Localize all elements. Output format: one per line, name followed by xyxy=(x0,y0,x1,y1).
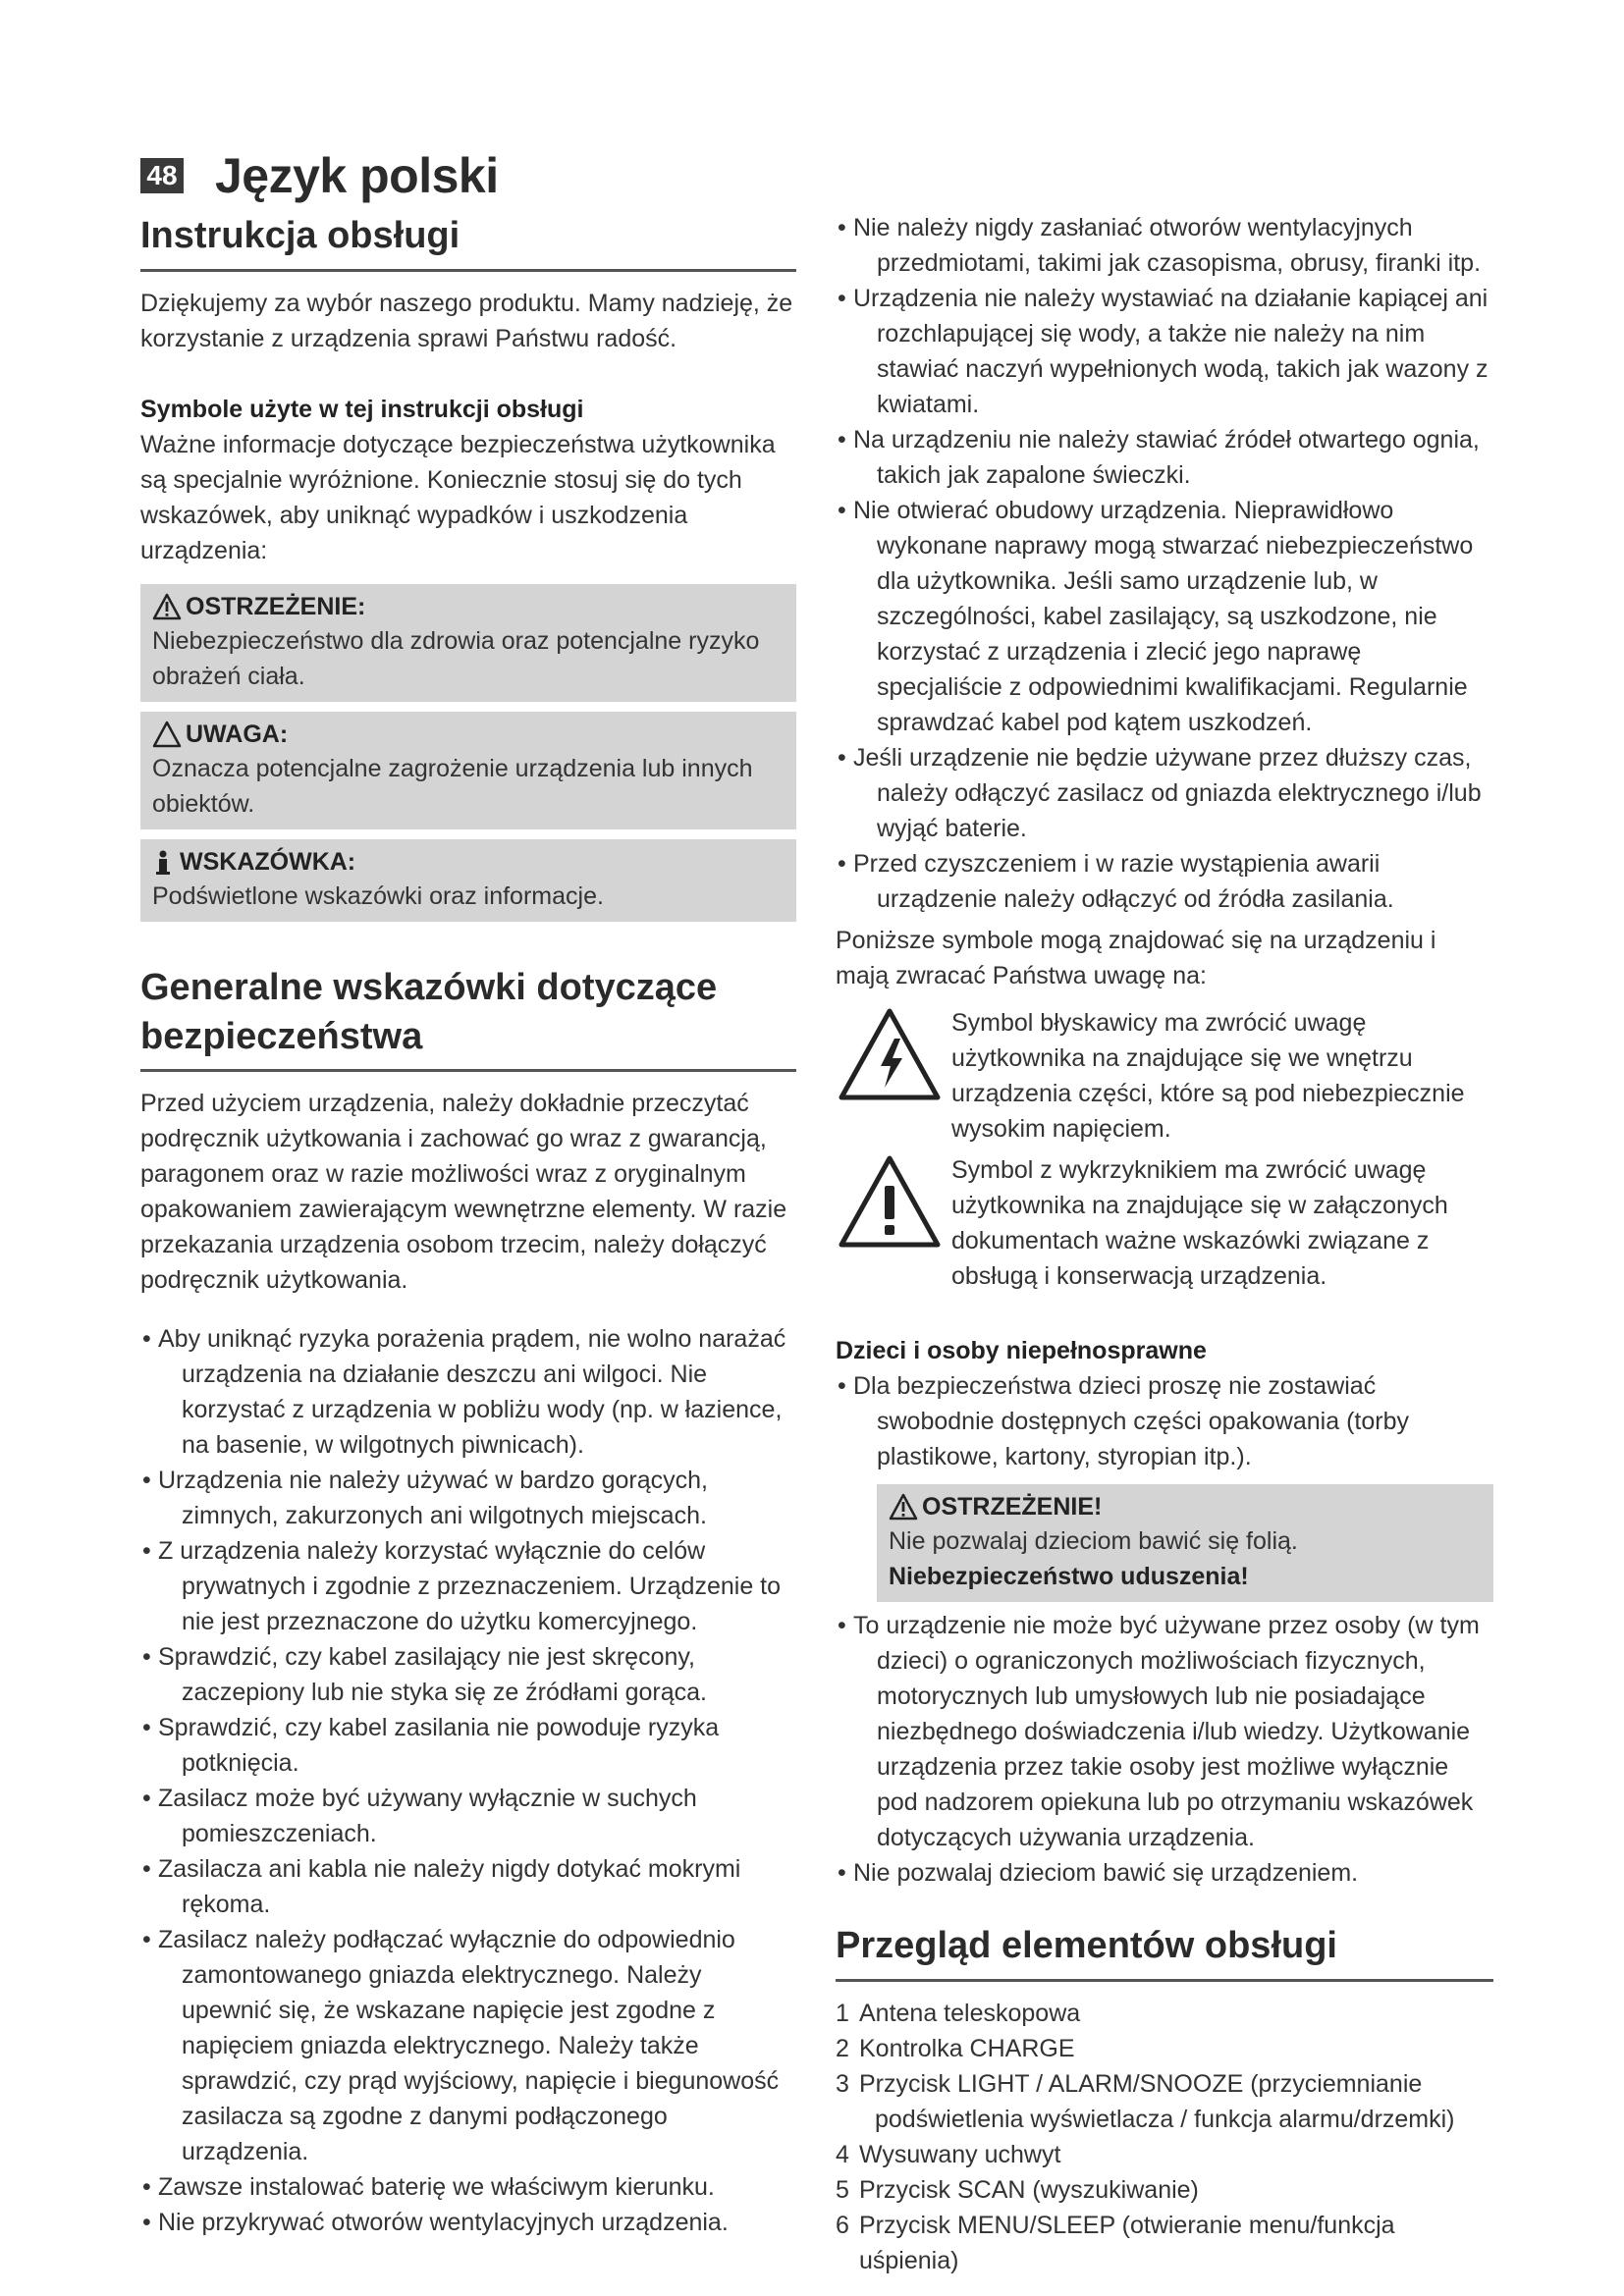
list-item: • Zasilacza ani kabla nie należy nigdy dotykać mokrymi rękoma. xyxy=(140,1851,796,1922)
exclamation-symbol-row xyxy=(836,1152,1493,1294)
list-item: 1 Antena teleskopowa xyxy=(836,2000,1081,2027)
list-item: • Nie pozwalaj dzieciom bawić się urządzeniem. xyxy=(836,1855,1493,1891)
exclamation-warning-icon xyxy=(836,1152,944,1251)
safety-heading: Generalne wskazówki dotyczące bezpieczeństwa xyxy=(140,963,796,1072)
warning-box xyxy=(140,584,796,702)
note-box xyxy=(140,839,796,922)
symbols-heading: Symbole użyte w tej instrukcji obsługi xyxy=(140,396,584,423)
caution-box xyxy=(140,712,796,829)
page-header xyxy=(140,147,499,204)
list-item: 3 Przycisk LIGHT / ALARM/SNOOZE (przyciemnianie podświetlenia wyświetlacza / funkcja alarmu/drzemki) xyxy=(836,2070,1455,2133)
controls-heading: Przegląd elementów obsługi xyxy=(836,1920,1493,1982)
list-item: • Nie należy nigdy zasłaniać otworów wentylacyjnych przedmiotami, takimi jak czasopisma, obrusy, firanki itp. xyxy=(836,210,1493,281)
warning-title: OSTRZEŻENIE: xyxy=(186,593,366,620)
controls-list xyxy=(836,1996,1493,2278)
exclamation-symbol-text: Symbol z wykrzyknikiem ma zwrócić uwagę użytkownika na znajdujące się w załączonych dokumentach ważne wskazówki związane z obsługą i konserwacją urządzenia. xyxy=(951,1156,1448,1290)
list-item: 5 Przycisk SCAN (wyszukiwanie) xyxy=(836,2176,1199,2204)
info-icon xyxy=(152,848,174,876)
list-item: • Sprawdzić, czy kabel zasilający nie jest skręcony, zaczepiony lub nie styka się ze źródłami gorąca. xyxy=(140,1639,796,1710)
children-warning-text: Nie pozwalaj dzieciom bawić się folią. xyxy=(889,1527,1298,1555)
symbols-text: Ważne informacje dotyczące bezpieczeństwa użytkownika są specjalnie wyróżnione. Koniecznie stosuj się do tych wskazówek, aby uniknąć wypadków i uszkodzenia urządzenia: xyxy=(140,431,776,564)
page-number: 48 xyxy=(140,158,184,193)
list-item: • Przed czyszczeniem i w razie wystąpienia awarii urządzenie należy odłączyć od źródła zasilania. xyxy=(836,846,1493,917)
left-column xyxy=(140,210,796,2240)
list-item: • Urządzenia nie należy używać w bardzo gorących, zimnych, zakurzonych ani wilgotnych miejscach. xyxy=(140,1463,796,1533)
list-item: • Nie przykrywać otworów wentylacyjnych urządzenia. xyxy=(140,2205,796,2240)
list-item: • Jeśli urządzenie nie będzie używane przez dłuższy czas, należy odłączyć zasilacz od gniazda elektrycznego i/lub wyjąć baterie. xyxy=(836,740,1493,846)
intro-heading: Instrukcja obsługi xyxy=(140,210,796,272)
lightning-symbol-text: Symbol błyskawicy ma zwrócić uwagę użytkownika na znajdujące się we wnętrzu urządzenia części, które są pod niebezpiecznie wysokim napięciem. xyxy=(951,1009,1465,1143)
lightning-warning-icon xyxy=(836,1005,944,1103)
warning-text: Niebezpieczeństwo dla zdrowia oraz potencjalne ryzyko obrażeń ciała. xyxy=(152,627,760,690)
caution-text: Oznacza potencjalne zagrożenie urządzenia lub innych obiektów. xyxy=(152,755,753,818)
children-warning-bold: Niebezpieczeństwo uduszenia! xyxy=(889,1563,1249,1590)
note-text: Podświetlone wskazówki oraz informacje. xyxy=(152,882,604,910)
safety-list-right xyxy=(836,210,1493,917)
language-title: Język polski xyxy=(215,148,499,203)
thanks-text: Dziękujemy za wybór naszego produktu. Mamy nadzieję, że korzystanie z urządzenia sprawi Państwu radość. xyxy=(140,290,793,352)
safety-list-left xyxy=(140,1321,796,2240)
list-item: 2 Kontrolka CHARGE xyxy=(836,2035,1075,2062)
symbols-intro: Poniższe symbole mogą znajdować się na urządzeniu i mają zwracać Państwa uwagę na: xyxy=(836,927,1436,989)
children-heading: Dzieci i osoby niepełnosprawne xyxy=(836,1337,1207,1364)
note-title: WSKAZÓWKA: xyxy=(180,848,356,876)
right-column xyxy=(836,210,1493,2278)
list-item: • Na urządzeniu nie należy stawiać źródeł otwartego ognia, takich jak zapalone świeczki. xyxy=(836,422,1493,493)
list-item: • Nie otwierać obudowy urządzenia. Nieprawidłowo wykonane naprawy mogą stwarzać niebezpieczeństwo dla użytkownika. Jeśli samo urządzenie lub, w szczególności, kabel zasilający, są uszkodzone, nie korzystać z urządzenia i zlecić jego naprawę specjaliście z odpowiednimi kwalifikacjami. Regularnie sprawdzać kabel pod kątem uszkodzeń. xyxy=(836,493,1493,740)
children-warning-title: OSTRZEŻENIE! xyxy=(922,1493,1103,1521)
list-item: • To urządzenie nie może być używane przez osoby (w tym dzieci) o ograniczonych możliwościach fizycznych, motorycznych lub umysłowych lub nie posiadające niezbędnego doświadczenia i/lub wiedzy. Użytkowanie urządzenia przez takie osoby jest możliwe wyłącznie pod nadzorem opiekuna lub po otrzymaniu wskazówek dotyczących używania urządzenia. xyxy=(836,1608,1493,1855)
list-item: • Zasilacz należy podłączać wyłącznie do odpowiednio zamontowanego gniazda elektrycznego. Należy upewnić się, że wskazane napięcie jest zgodne z napięciem gniazda elektrycznego. Należy także sprawdzić, czy prąd wyjściowy, napięcie i biegunowość zasilacza są zgodne z danymi podłączonego urządzenia. xyxy=(140,1922,796,2169)
children-list-2 xyxy=(836,1608,1493,1891)
list-item: • Dla bezpieczeństwa dzieci proszę nie zostawiać swobodnie dostępnych części opakowania (torby plastikowe, kartony, styropian itp.). xyxy=(836,1368,1493,1474)
list-item: 6 Przycisk MENU/SLEEP (otwieranie menu/funkcja uśpienia) xyxy=(836,2212,1395,2274)
warning-triangle-icon xyxy=(152,593,182,620)
list-item: • Zasilacz może być używany wyłącznie w suchych pomieszczeniach. xyxy=(140,1781,796,1851)
list-item: • Zawsze instalować baterię we właściwym kierunku. xyxy=(140,2169,796,2205)
warning-triangle-icon xyxy=(889,1493,918,1521)
list-item: • Z urządzenia należy korzystać wyłącznie do celów prywatnych i zgodnie z przeznaczeniem. Urządzenie to nie jest przeznaczone do użytku komercyjnego. xyxy=(140,1533,796,1639)
safety-intro: Przed użyciem urządzenia, należy dokładnie przeczytać podręcznik użytkowania i zachować go wraz z gwarancją, paragonem oraz w razie możliwości wraz z oryginalnym opakowaniem zawierającym wewnętrzne elementy. W razie przekazania urządzenia osobom trzecim, należy dołączyć podręcznik użytkowania. xyxy=(140,1090,787,1294)
list-item: • Aby uniknąć ryzyka porażenia prądem, nie wolno narażać urządzenia na działanie deszczu ani wilgoci. Nie korzystać z urządzenia w pobliżu wody (np. w łazience, na basenie, w wilgotnych piwnicach). xyxy=(140,1321,796,1463)
children-warning-box xyxy=(877,1484,1493,1602)
caution-title: UWAGA: xyxy=(186,721,289,748)
list-item: • Urządzenia nie należy wystawiać na działanie kapiącej ani rozchlapującej się wody, a także nie należy na nim stawiać naczyń wypełnionych wodą, takich jak wazony z kwiatami. xyxy=(836,281,1493,422)
caution-triangle-icon xyxy=(152,721,182,748)
children-list-1 xyxy=(836,1368,1493,1474)
list-item: • Sprawdzić, czy kabel zasilania nie powoduje ryzyka potknięcia. xyxy=(140,1710,796,1781)
lightning-symbol-row xyxy=(836,1005,1493,1147)
list-item: 4 Wysuwany uchwyt xyxy=(836,2141,1061,2168)
